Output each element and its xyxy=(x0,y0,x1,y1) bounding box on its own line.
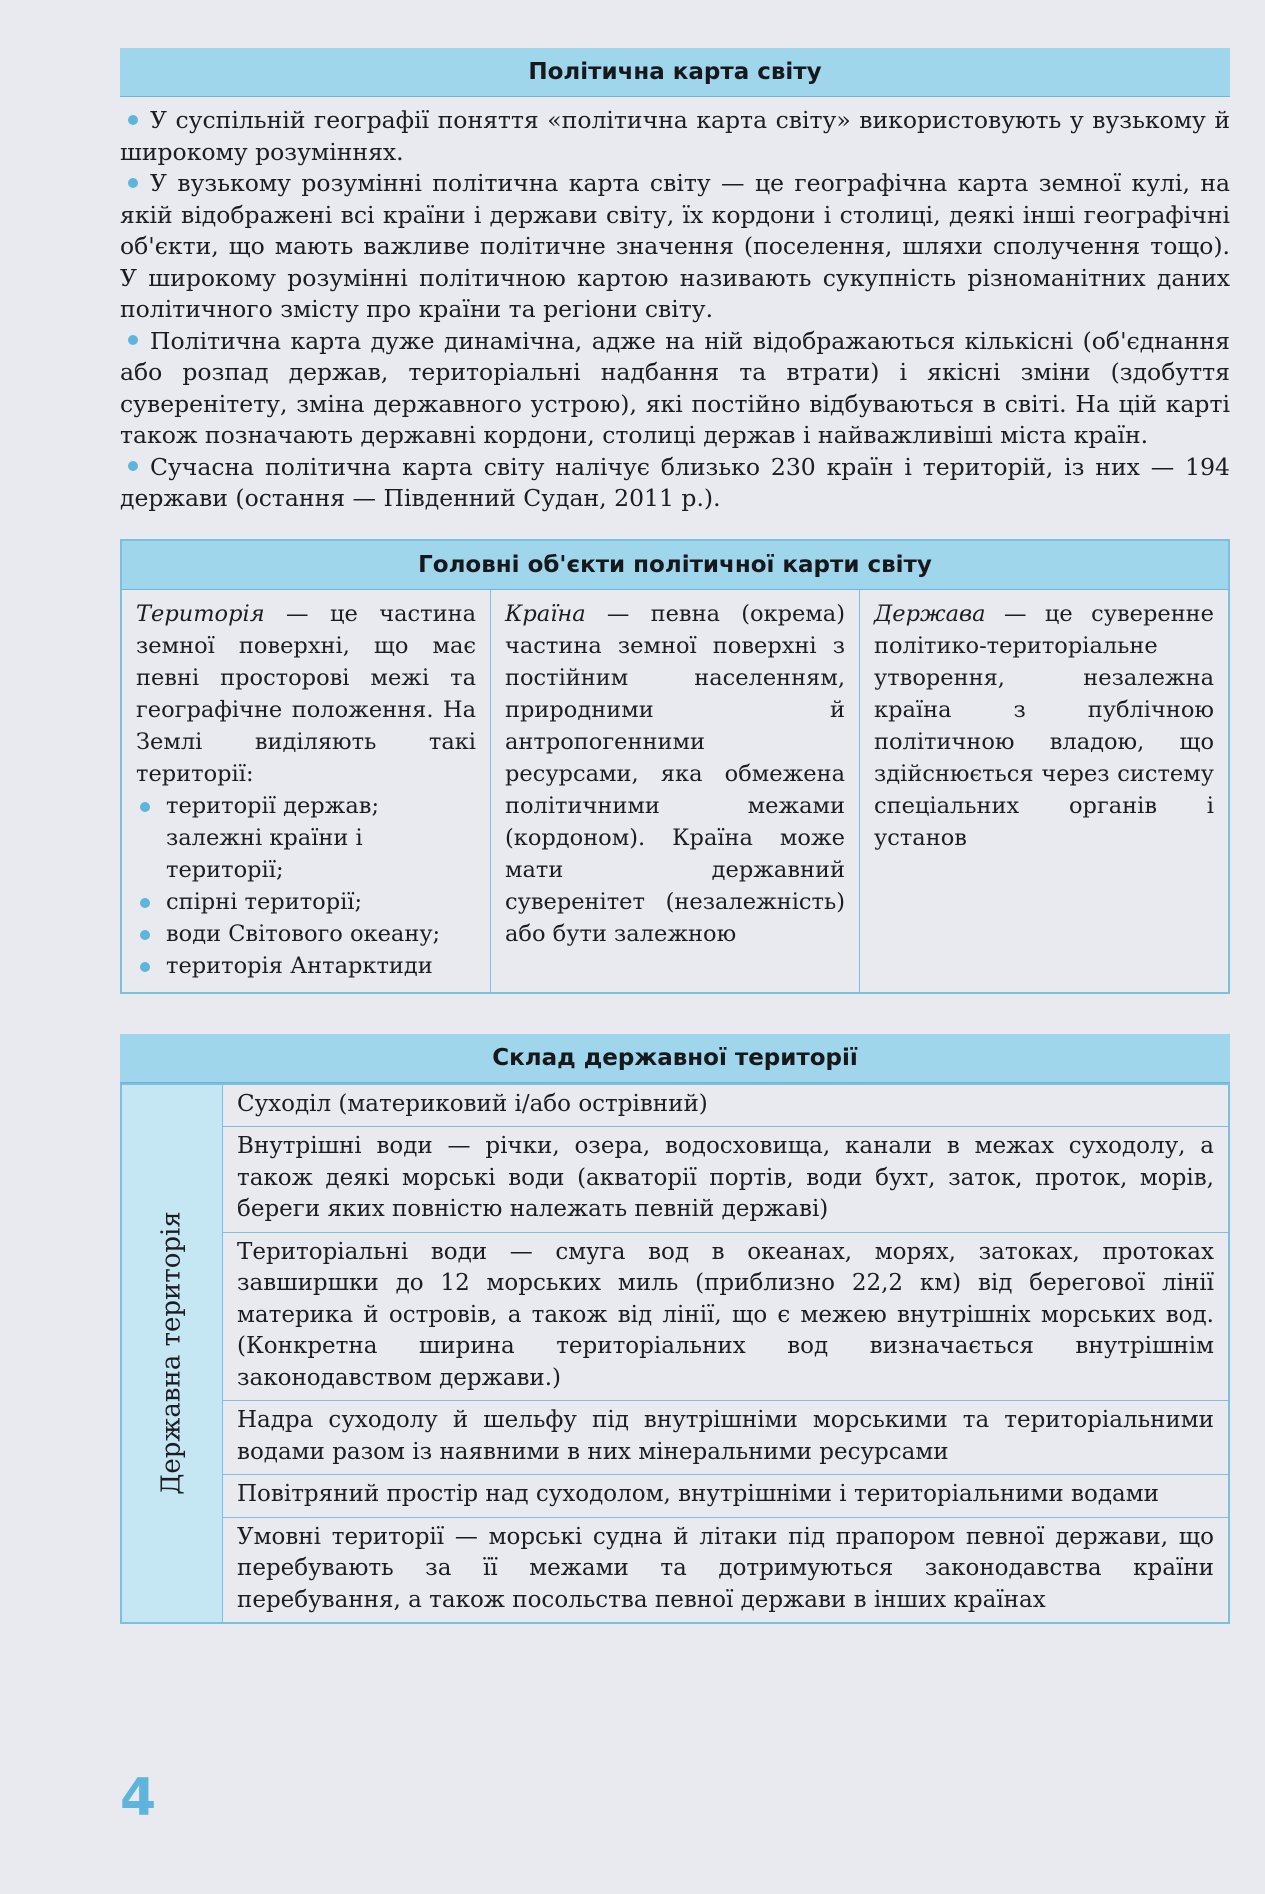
bullet-icon xyxy=(140,802,150,812)
territory-column xyxy=(122,590,491,992)
state-term: Держава xyxy=(874,600,986,627)
state-territory-rows xyxy=(223,1085,1228,1623)
bullet-paragraph xyxy=(120,168,1230,326)
territory-definition: — це частина земної поверхні, що має певні просторові межі та географічне положення. На Землі виділяють такі території: xyxy=(136,600,476,787)
bullet-icon xyxy=(128,178,138,188)
political-map-bullets xyxy=(120,105,1230,515)
table-row: Умовні території — морські судна й літаки під прапором певної держави, що перебувають за її межами та дотримуються законодавства країни перебування, а також посольства певної держави в інших країнах xyxy=(223,1517,1228,1623)
bullet-icon xyxy=(140,930,150,940)
state-definition: — це суверенне політико-територіальне утворення, незалежна країна з публічною політичною владою, що здійснюється через систему спеціальних органів і установ xyxy=(874,600,1214,851)
table-row: Надра суходолу й шельфу під внутрішніми морськими та територіальними водами разом із наявними в них мінеральними ресурсами xyxy=(223,1400,1228,1474)
territory-term: Територія xyxy=(136,600,265,627)
section-title-state-territory: Склад державної території xyxy=(120,1034,1230,1083)
country-column xyxy=(491,590,860,992)
bullet-icon xyxy=(140,898,150,908)
country-term: Країна xyxy=(505,600,586,627)
main-objects-table xyxy=(120,539,1230,994)
list-item: води Світового океану; xyxy=(136,918,476,950)
side-label: Державна територія xyxy=(157,1211,187,1495)
country-definition: — певна (окрема) частина земної поверхні з постійним населенням, природними й антропогенними ресурсами, яка обмежена політичними межами (кордоном). Країна може мати державний суверенітет (незалежність) або бути залежною xyxy=(505,600,845,947)
section-title-main-objects: Головні об'єкти політичної карти світу xyxy=(122,541,1228,590)
bullet-text: У вузькому розумінні політична карта світу — це географічна карта земної кулі, на якій відображені всі країни і держави світу, їх кордони і столиці, деякі інші географічні об'єкти, що мають важливе політичне значення (поселення, шляхи сполучення тощо). У широкому розумінні політичною картою називають сукупність різноманітних даних політичного змісту про країни та регіони світу. xyxy=(120,169,1230,323)
state-column xyxy=(860,590,1228,992)
territory-list xyxy=(136,790,476,982)
bullet-icon xyxy=(128,461,138,471)
table-row: Повітряний простір над суходолом, внутрішніми і територіальними водами xyxy=(223,1474,1228,1517)
table-row: Територіальні води — смуга вод в океанах, морях, затоках, протоках завширшки до 12 морських миль (приблизно 22,2 км) від берегової лінії материка й островів, а також від лінії, що є межею внутрішніх морських вод. (Конкретна ширина територіальних вод визначається внутрішнім законодавством держави.) xyxy=(223,1232,1228,1401)
page xyxy=(120,48,1230,1624)
list-item: територія Антарктиди xyxy=(136,950,476,982)
bullet-paragraph xyxy=(120,452,1230,515)
bullet-paragraph xyxy=(120,105,1230,168)
bullet-text: Політична карта дуже динамічна, адже на ній відображаються кількісні (об'єднання або розпад держав, територіальні надбання та втрати) і якісні зміни (здобуття суверенітету, зміна державного устрою), які постійно відбуваються в світі. На цій карті також позначають державні кордони, столиці держав і найважливіші міста країн. xyxy=(120,326,1230,449)
page-number: 4 xyxy=(120,1768,157,1828)
state-territory-block xyxy=(120,1034,1230,1625)
bullet-icon xyxy=(140,962,150,972)
bullet-paragraph xyxy=(120,326,1230,452)
main-objects-columns xyxy=(122,590,1228,992)
table-row: Суходіл (материковий і/або острівний) xyxy=(237,1090,708,1117)
bullet-icon xyxy=(128,335,138,345)
state-territory-table xyxy=(120,1083,1230,1625)
bullet-icon xyxy=(128,115,138,125)
bullet-text: Сучасна політична карта світу налічує близько 230 країн і територій, із них — 194 держави (остання — Південний Судан, 2011 р.). xyxy=(120,452,1230,512)
side-label-cell xyxy=(122,1085,223,1623)
table-row: Внутрішні води — річки, озера, водосховища, канали в межах суходолу, а також деякі морські води (акваторії портів, води бухт, заток, проток, морів, береги яких повністю належать певній державі) xyxy=(223,1126,1228,1232)
bullet-text: У суспільній географії поняття «політична карта світу» використовують у вузькому й широкому розуміннях. xyxy=(120,106,1230,166)
list-item: спірні території; xyxy=(136,886,476,918)
section-title-political-map: Політична карта світу xyxy=(120,48,1230,97)
list-item: території держав; залежні країни і території; xyxy=(136,790,476,886)
